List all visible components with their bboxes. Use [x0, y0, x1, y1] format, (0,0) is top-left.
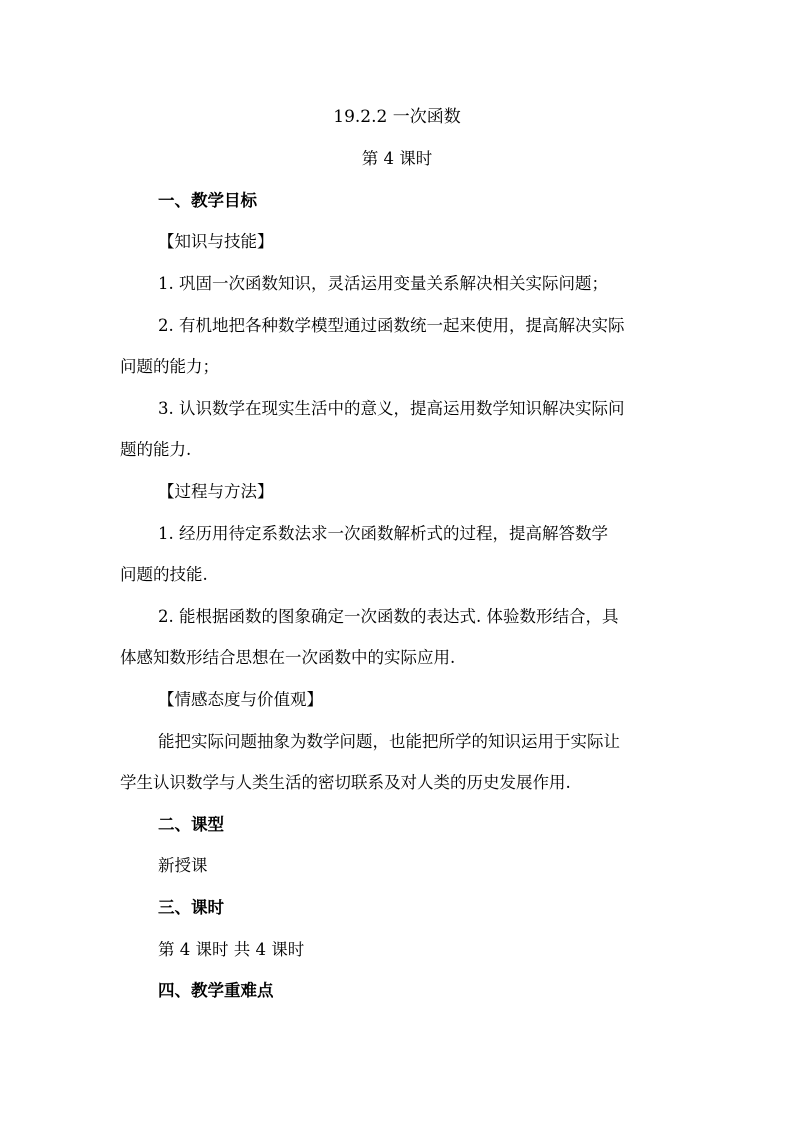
paragraph-line: 学生认识数学与人类生活的密切联系及对人类的历史发展作用. [120, 773, 571, 792]
paragraph-line: 能把实际问题抽象为数学问题，也能把所学的知识运用于实际让 [158, 732, 620, 751]
section-heading-lesson-type: 二、课型 [158, 815, 224, 834]
document-title: 19.2.2 一次函数 [333, 107, 461, 127]
section-heading-objectives: 一、教学目标 [158, 191, 257, 210]
paragraph-line: 1. 经历用待定系数法求一次函数解析式的过程，提高解答数学 [158, 524, 608, 543]
paragraph-line: 1. 巩固一次函数知识，灵活运用变量关系解决相关实际问题； [158, 274, 608, 293]
section-heading-key-points: 四、教学重难点 [158, 981, 274, 1000]
paragraph-line: 问题的能力； [120, 357, 219, 376]
paragraph-line: 2. 能根据函数的图象确定一次函数的表达式. 体验数形结合，具 [158, 607, 619, 626]
paragraph-line: 问题的技能. [120, 565, 208, 584]
section-heading-lesson-time: 三、课时 [158, 898, 224, 917]
subheading-process: 【过程与方法】 [158, 482, 274, 501]
document-subtitle: 第 4 课时 [361, 149, 433, 168]
subheading-emotion: 【情感态度与价值观】 [158, 690, 323, 709]
paragraph-line: 2. 有机地把各种数学模型通过函数统一起来使用，提高解决实际 [158, 316, 625, 335]
subheading-knowledge: 【知识与技能】 [158, 232, 274, 251]
paragraph-line: 题的能力. [120, 440, 192, 459]
paragraph-line: 体感知数形结合思想在一次函数中的实际应用. [120, 648, 456, 667]
lesson-type-value: 新授课 [158, 856, 208, 875]
lesson-time-value: 第 4 课时 共 4 课时 [158, 940, 305, 959]
paragraph-line: 3. 认识数学在现实生活中的意义，提高运用数学知识解决实际问 [158, 399, 625, 418]
